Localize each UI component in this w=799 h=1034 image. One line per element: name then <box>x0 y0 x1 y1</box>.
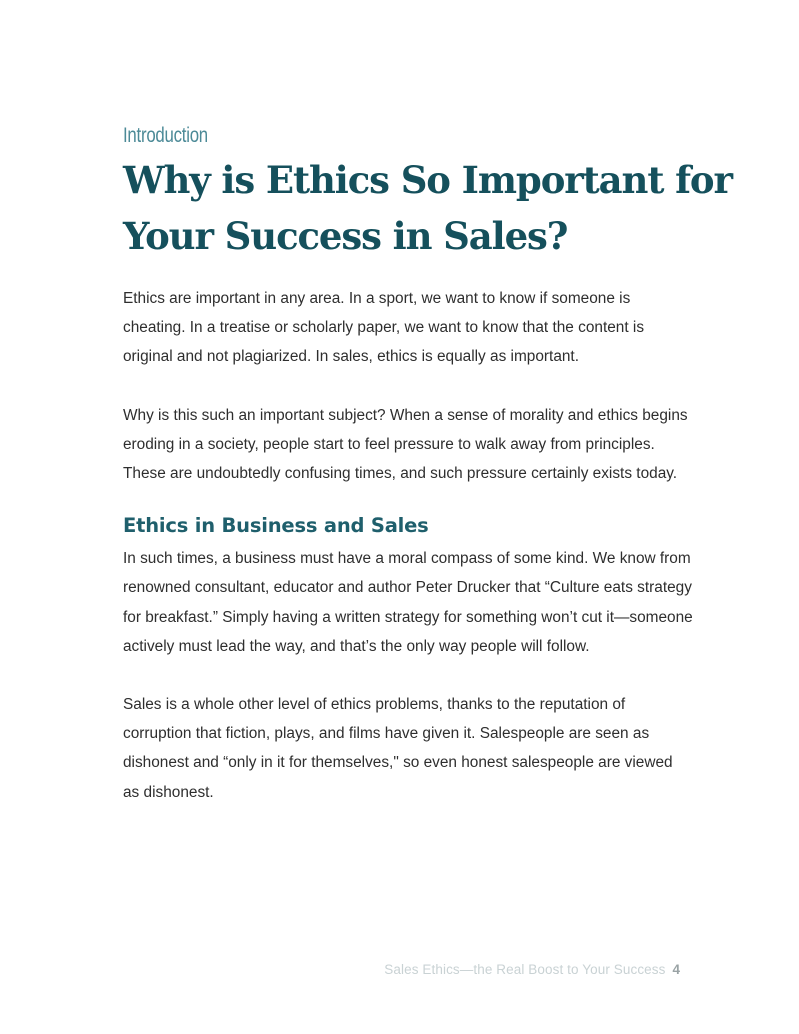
page-title-line-1: Why is Ethics So Important for <box>123 158 732 202</box>
page-title <box>123 152 732 264</box>
page-title-line-2: Your Success in Sales? <box>123 214 568 258</box>
footer-running-title: Sales Ethics—the Real Boost to Your Success <box>384 962 666 977</box>
page-footer <box>384 962 680 977</box>
page-number: 4 <box>672 962 680 977</box>
section-paragraph-2: Sales is a whole other level of ethics problems, thanks to the reputation of corruption that fiction, plays, and films have given it. Salespeople are seen as dishonest and “only in it for themselves," so even honest salespeople are viewed as dishonest. <box>123 696 673 801</box>
chapter-kicker: Introduction <box>123 124 208 147</box>
intro-paragraph-1: Ethics are important in any area. In a sport, we want to know if someone is cheating. In a treatise or scholarly paper, we want to know that the content is original and not plagiarized. In sales, ethics is equally as important. <box>123 290 645 366</box>
page-content <box>123 122 732 807</box>
intro-paragraph-2: Why is this such an important subject? When a sense of morality and ethics begins eroding in a society, people start to feel pressure to walk away from principles. These are undoubtedly confusing times, and such pressure certainly exists today. <box>123 406 688 483</box>
section-paragraph-1: In such times, a business must have a moral compass of some kind. We know from renowned consultant, educator and author Peter Drucker that “Culture eats strategy for breakfast.” Simply having a written strategy for something won’t cut it—someone actively must lead the way, and that’s the only way people will follow. <box>123 550 693 655</box>
section-heading: Ethics in Business and Sales <box>123 514 429 538</box>
